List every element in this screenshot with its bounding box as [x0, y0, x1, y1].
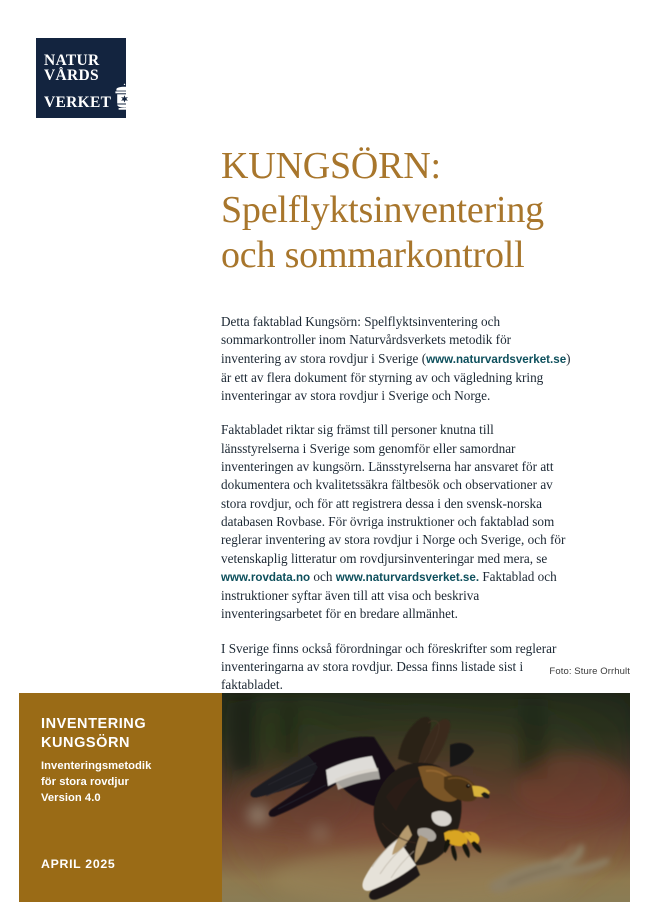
p2-text-part-1: Faktabladet riktar sig främst till personer knutna till länsstyrelserna i Sverige som genomför eller samordnar inventeringen av kungsörn. Länsstyrelserna har ansvaret för att dokumentera och kvalitetssäkra fältbesök och observationer av stora rovdjur, och för att registrera dessa i den svensk-norska databasen Rovbase. För övriga instruktioner och faktablad som reglerar inventering av stora rovdjur i Norge och Sverige, och för vetenskaplig litteratur om rovdjursinventeringar med mera, se — [221, 422, 566, 566]
naturvardsverket-logo — [36, 38, 126, 118]
p1-text-after-link: ) är ett av flera dokument för styrning av och vägledning kring inventeringar av stora rovdjur i Sverige och Norge. — [221, 350, 571, 404]
logo-line-2: VÅRDS — [44, 66, 99, 84]
series-title-line-2: KUNGSÖRN — [41, 734, 130, 751]
paragraph-3: I Sverige finns också förordningar och föreskrifter som reglerar inventeringarna av stora rovdjur. Dessa finns listade sist i faktabladet. — [221, 640, 557, 693]
series-info-panel — [19, 693, 222, 902]
series-version: Version 4.0 — [41, 791, 101, 804]
page-title — [221, 144, 611, 277]
link-rovdata[interactable]: www.rovdata.no — [221, 570, 311, 584]
paragraph-1 — [221, 313, 573, 405]
logo-line-1: NATUR — [44, 51, 100, 69]
logo-last-row — [44, 83, 121, 110]
p2-text-part-2: Faktablad och instruktioner syftar även till att visa och beskriva inventeringsarbetet för en bredare allmänhet. — [221, 568, 557, 622]
publication-date: APRIL 2025 — [41, 857, 116, 871]
link-naturvardsverket-2[interactable]: www.naturvardsverket.se. — [335, 570, 480, 584]
p2-text-middle: och — [310, 568, 336, 584]
series-title-line-1: INVENTERING — [41, 716, 147, 732]
title-line-1: KUNGSÖRN: — [221, 145, 441, 187]
bottom-band — [19, 693, 630, 902]
logo-line-3: VERKET — [44, 93, 112, 111]
link-naturvardsverket[interactable]: www.naturvardsverket.se — [426, 352, 567, 366]
logo-wordmark — [44, 53, 121, 110]
paragraph-2 — [221, 421, 573, 623]
title-line-2: Spelflyktsinventering — [221, 189, 544, 232]
swedish-crown-icon — [114, 83, 135, 110]
golden-eagle-landing-photo — [222, 693, 630, 902]
series-subtitle-line-2: för stora rovdjur — [41, 776, 129, 788]
series-subtitle-line-1: Inventeringsmetodik — [41, 760, 152, 773]
photo-credit: Foto: Sture Orrhult — [549, 666, 630, 677]
series-subtitle — [41, 759, 222, 807]
series-title — [41, 715, 222, 752]
title-line-3: och sommarkontroll — [221, 233, 525, 276]
p1-text-before-link: Detta faktablad Kungsörn: Spelflyktsinventering och sommarkontroller inom Naturvårdsverkets metodik för inventering av stora rovdjur i Sverige ( — [221, 314, 512, 366]
intro-body-text — [221, 313, 573, 695]
